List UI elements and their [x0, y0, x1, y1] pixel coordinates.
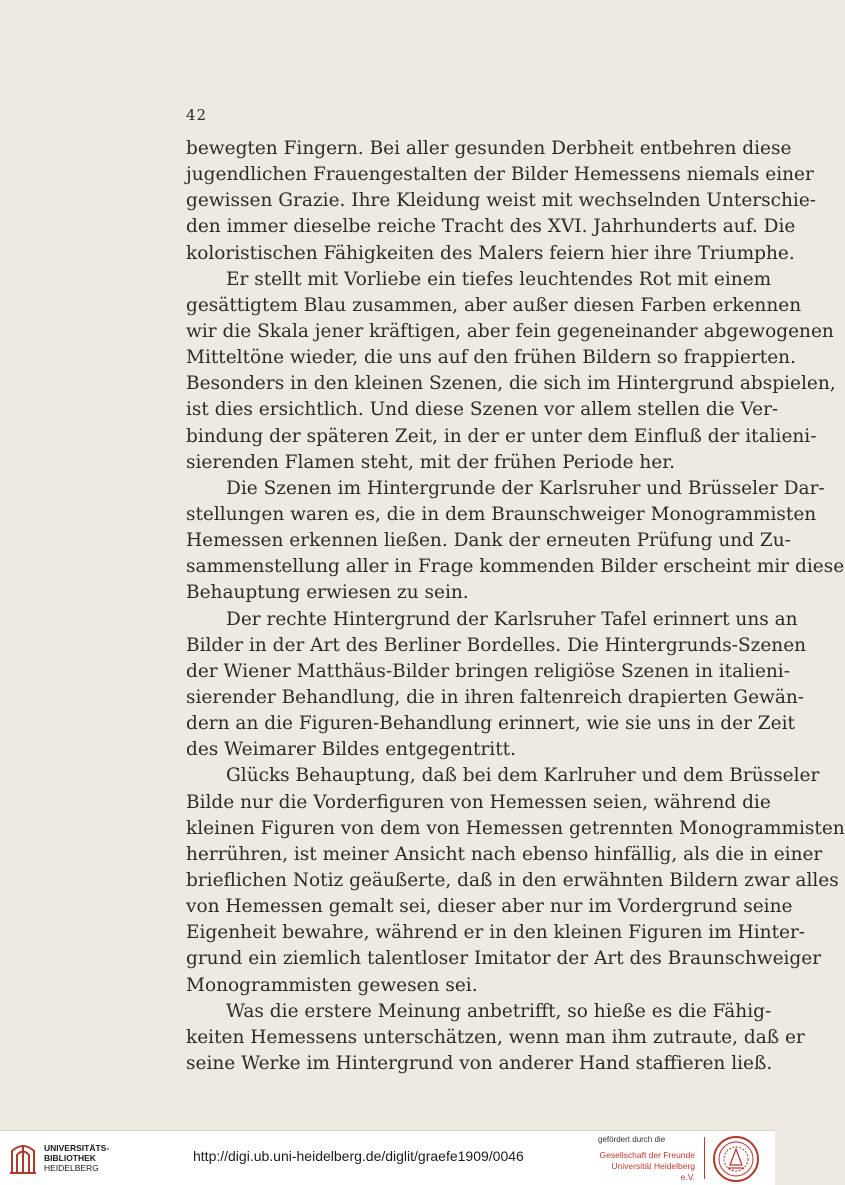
- text-line: bewegten Fingern. Bei aller gesunden Derbheit entbehren diese: [186, 138, 792, 159]
- text-line: Bilde nur die Vorderfiguren von Hemessen seien, während die: [186, 791, 771, 813]
- library-name-line3: HEIDELBERG: [44, 1163, 99, 1173]
- text-line: des Weimarer Bildes entgegentritt.: [186, 739, 516, 761]
- sponsor-name-line2: Universität Heidelberg e.V.: [611, 1161, 695, 1182]
- text-line: Der rechte Hintergrund der Karlsruher Tafel erinnert uns an: [226, 608, 798, 630]
- text-line: Mitteltöne wieder, die uns auf den frühen Bildern so frappierten.: [186, 347, 796, 369]
- text-line: ist dies ersichtlich. Und diese Szenen vor allem stellen die Ver-: [186, 399, 779, 421]
- text-line: grund ein ziemlich talentloser Imitator der Art des Braunschweiger: [186, 948, 822, 970]
- footer-divider: [704, 1137, 705, 1179]
- sponsor-name-line1: Gesellschaft der Freunde: [599, 1150, 695, 1160]
- text-line: Was die erstere Meinung anbetrifft, so hieße es die Fähig-: [226, 1000, 772, 1022]
- text-line: Monogrammisten gewesen sei.: [186, 974, 478, 996]
- text-line: Behauptung erwiesen zu sein.: [186, 582, 469, 604]
- text-line: sierender Behandlung, die in ihren faltenreich drapierten Gewän-: [186, 686, 805, 708]
- text-line: stellungen waren es, die in dem Braunschweiger Monogrammisten: [186, 503, 817, 525]
- permalink-url[interactable]: http://digi.ub.uni-heidelberg.de/diglit/graefe1909/0046: [193, 1148, 524, 1164]
- text-line: Besonders in den kleinen Szenen, die sich im Hintergrund abspielen,: [186, 373, 836, 395]
- library-logo-icon: [8, 1139, 38, 1177]
- library-name-line1: UNIVERSITÄTS-: [44, 1143, 110, 1153]
- funded-by-label: gefördert durch die: [598, 1135, 666, 1144]
- text-line: gewissen Grazie. Ihre Kleidung weist mit wechselnden Unterschie-: [186, 190, 817, 212]
- text-line: koloristischen Fähigkeiten des Malers feiern hier ihre Triumphe.: [186, 242, 795, 264]
- body-text: [186, 136, 845, 1077]
- text-line: bindung der späteren Zeit, in der er unter dem Einfluß der italieni-: [186, 425, 817, 447]
- text-line: Die Szenen im Hintergrunde der Karlsruher und Brüsseler Dar-: [226, 477, 825, 499]
- library-name-line2: BIBLIOTHEK: [44, 1153, 96, 1163]
- text-line: gesättigtem Blau zusammen, aber außer diesen Farben erkennen: [186, 294, 802, 316]
- text-line: von Hemessen gemalt sei, dieser aber nur im Vordergrund seine: [186, 896, 793, 918]
- text-line: sierenden Flamen steht, mit der frühen Periode her.: [186, 451, 675, 473]
- text-line: sammenstellung aller in Frage kommenden Bilder erscheint mir diese: [186, 556, 845, 578]
- text-line: den immer dieselbe reiche Tracht des XVI. Jahrhunderts auf. Die: [186, 216, 796, 238]
- text-line: seine Werke im Hintergrund von anderer Hand staffieren ließ.: [186, 1052, 773, 1074]
- university-library-name: [44, 1143, 109, 1173]
- text-line: brieflichen Notiz geäußerte, daß in den erwähnten Bildern zwar alles: [186, 869, 839, 891]
- text-line: Bilder in der Art des Berliner Bordelles. Die Hintergrunds-Szenen: [186, 634, 807, 656]
- footer-bar: [0, 1130, 775, 1185]
- text-line: keiten Hemessens unterschätzen, wenn man ihm zutraute, daß er: [186, 1026, 805, 1048]
- page-number: 42: [186, 106, 208, 124]
- university-seal-icon: [712, 1135, 760, 1183]
- text-line: jugendlichen Frauengestalten der Bilder Hemessens niemals einer: [186, 164, 814, 186]
- text-line: Glücks Behauptung, daß bei dem Karlruher und dem Brüsseler: [226, 765, 820, 787]
- text-line: Hemessen erkennen ließen. Dank der erneuten Prüfung und Zu-: [186, 530, 791, 552]
- text-line: herrühren, ist meiner Ansicht nach ebenso hinfällig, als die in einer: [186, 843, 823, 865]
- text-line: Er stellt mit Vorliebe ein tiefes leuchtendes Rot mit einem: [226, 268, 772, 290]
- text-line: wir die Skala jener kräftigen, aber fein gegeneinander abgewogenen: [186, 320, 834, 342]
- text-line: kleinen Figuren von dem von Hemessen getrennten Monogrammisten: [186, 817, 845, 839]
- sponsor-name: [599, 1150, 695, 1183]
- text-line: dern an die Figuren-Behandlung erinnert, wie sie uns in der Zeit: [186, 713, 795, 735]
- text-line: der Wiener Matthäus-Bilder bringen religiöse Szenen in italieni-: [186, 660, 790, 682]
- text-line: Eigenheit bewahre, während er in den kleinen Figuren im Hinter-: [186, 922, 806, 944]
